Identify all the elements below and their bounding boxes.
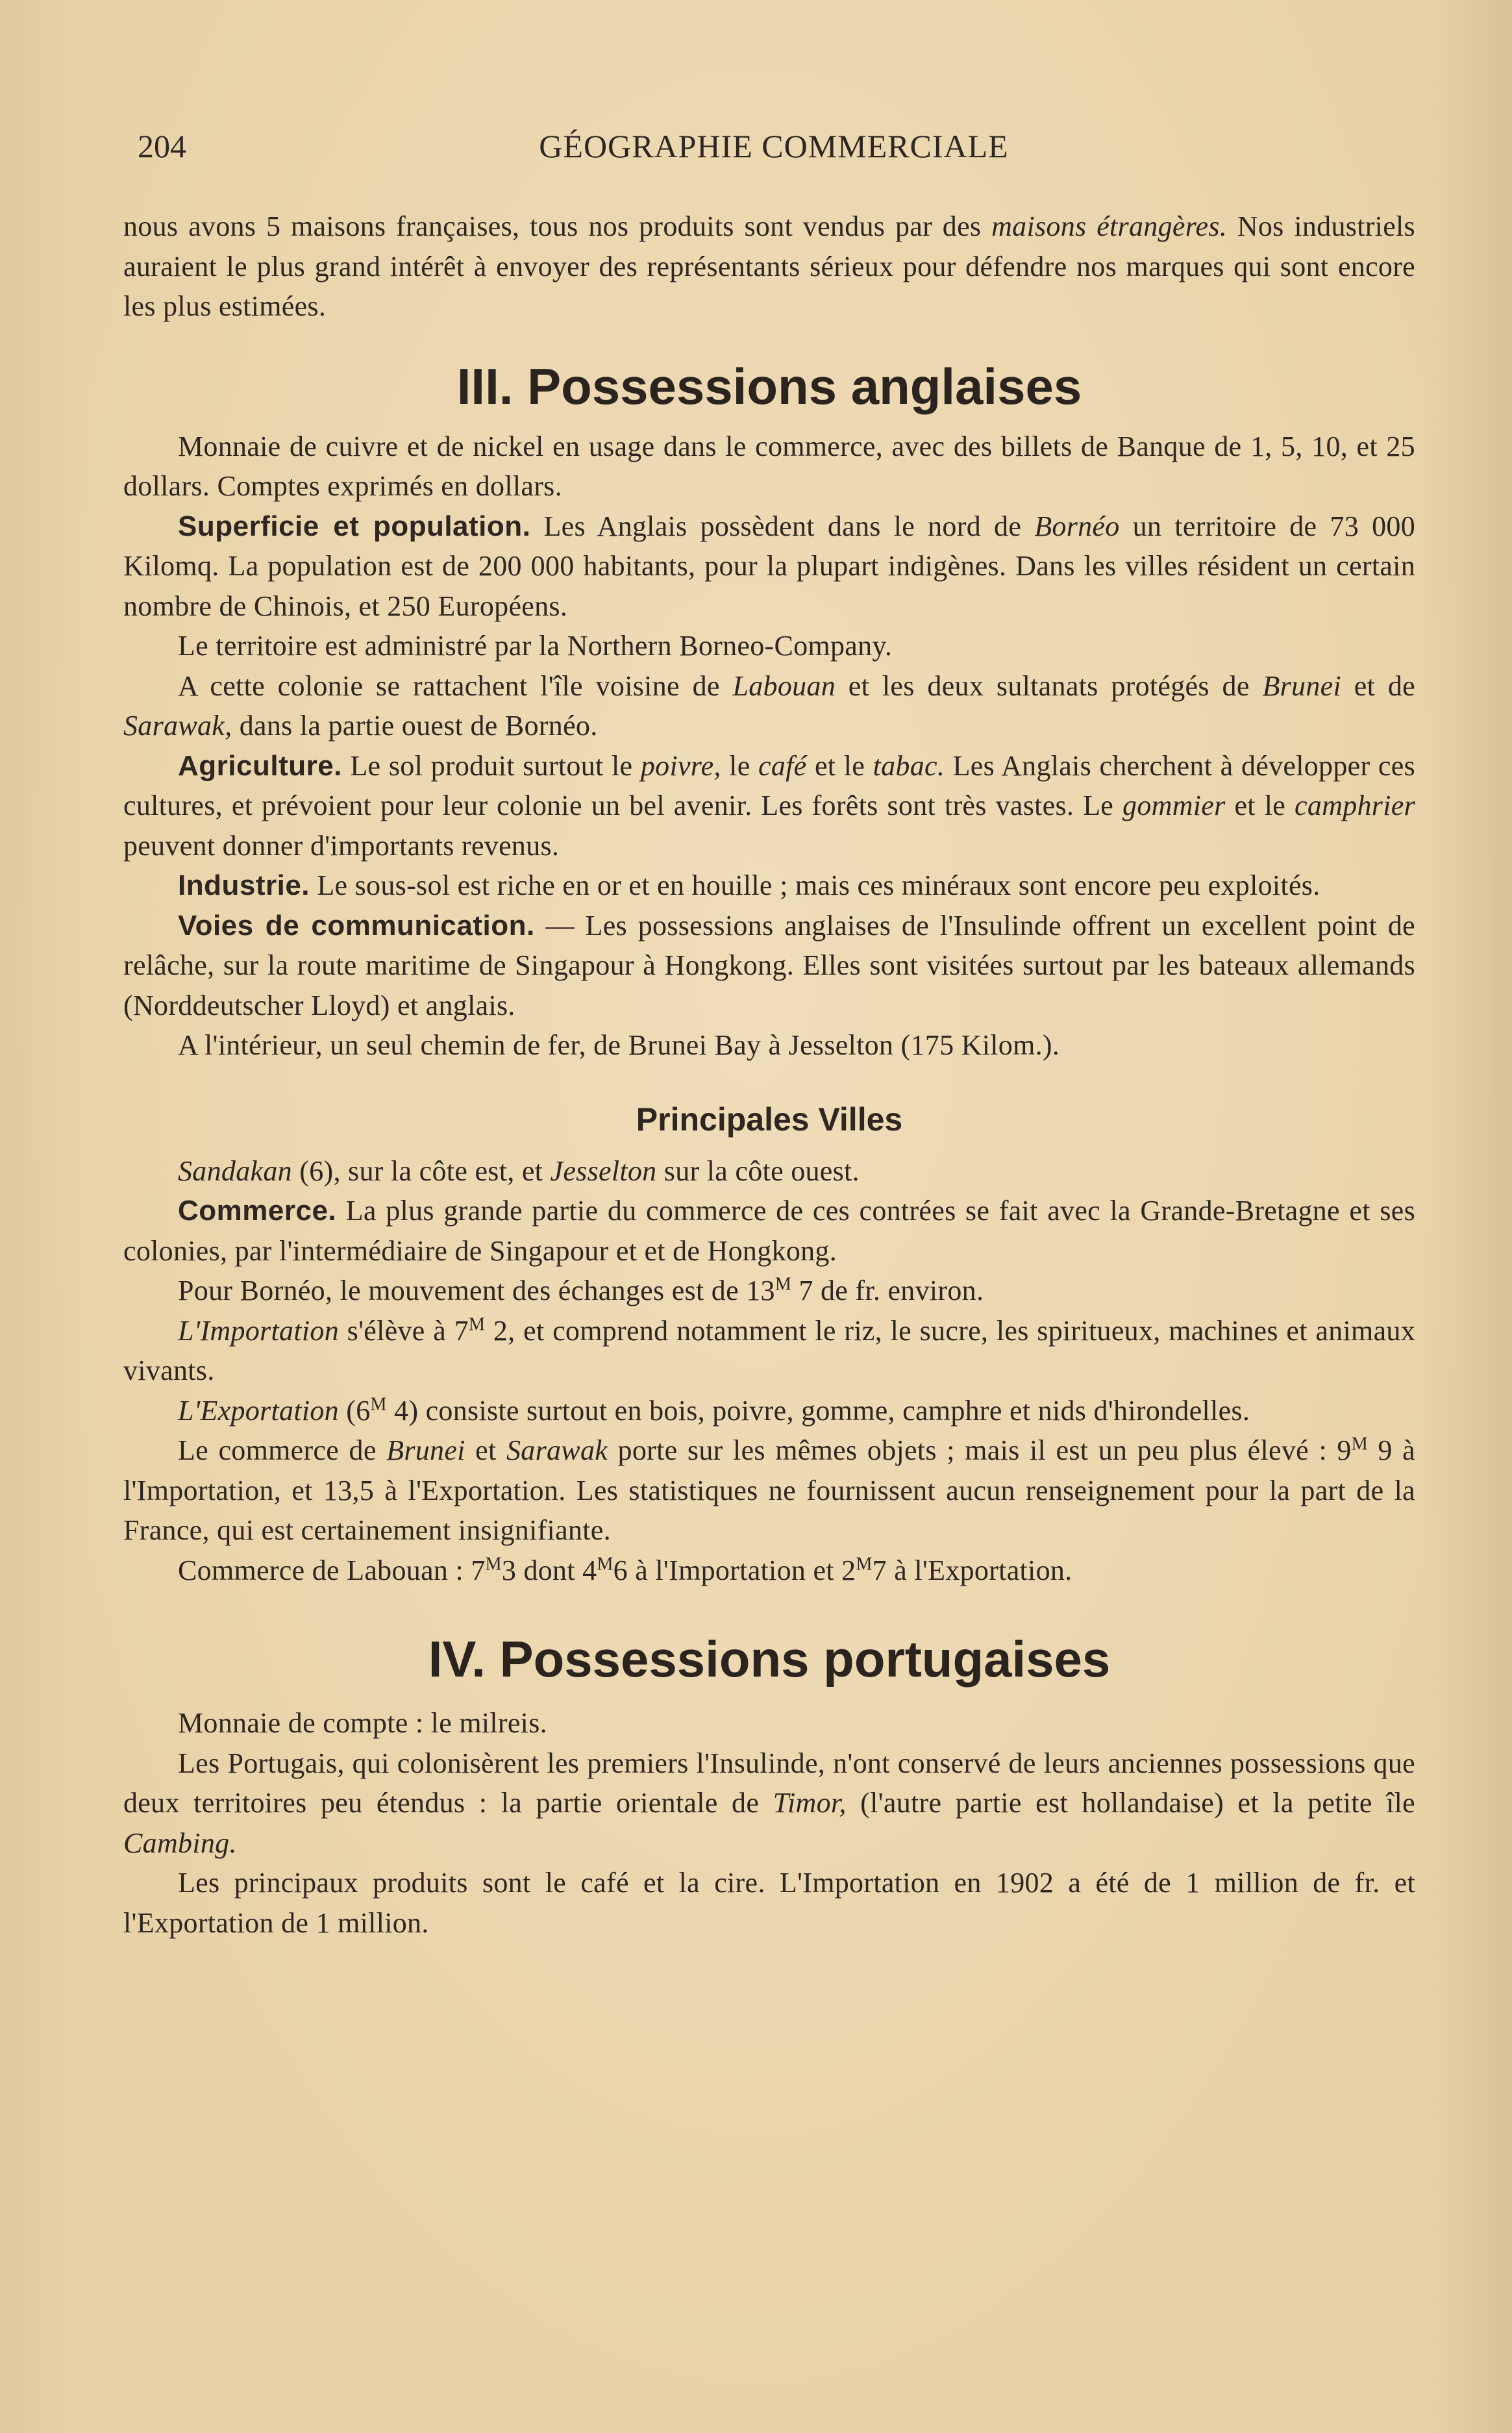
paragraph-labouan bbox=[123, 1551, 1415, 1591]
paragraph-villes bbox=[123, 1151, 1415, 1192]
text: (l'autre partie est hollandaise) et la petite île bbox=[846, 1787, 1415, 1819]
italic-text: Brunei bbox=[386, 1434, 465, 1466]
text: dans la partie ouest de Bornéo. bbox=[232, 710, 598, 742]
text: nous avons 5 maisons françaises, tous nos produits sont vendus par des bbox=[123, 210, 992, 242]
page-number: 204 bbox=[138, 128, 186, 164]
italic-text: poivre, bbox=[640, 749, 721, 782]
paragraph-exportation bbox=[123, 1391, 1415, 1431]
paragraph-produits: Les principaux produits sont le café et la cire. L'Importation en 1902 a été de 1 million de fr. et l'Exportation de 1 million. bbox=[123, 1867, 1415, 1939]
keyword-industrie: Industrie. bbox=[178, 869, 310, 901]
text: 7 de fr. environ. bbox=[791, 1275, 984, 1306]
section-title-possessions-anglaises: III. Possessions anglaises bbox=[456, 357, 1082, 415]
paragraph-brunei-sarawak bbox=[123, 1430, 1415, 1551]
paragraph-portugais bbox=[123, 1743, 1415, 1864]
paragraph-voies bbox=[123, 906, 1415, 1026]
text: le bbox=[721, 749, 758, 782]
italic-text: Sandakan bbox=[178, 1154, 292, 1187]
paragraph-colonie bbox=[123, 666, 1415, 746]
keyword-agriculture: Agriculture. bbox=[178, 749, 342, 782]
italic-text: Brunei bbox=[1262, 669, 1341, 702]
text: Nos industriels auraient le plus grand intérêt à envoyer des représentants sérieux pour défendre nos marques qui sont encore les plus estimées. bbox=[123, 210, 1415, 322]
italic-text: Timor, bbox=[773, 1787, 847, 1819]
text: 4) consiste surtout en bois, poivre, gomme, camphre et nids d'hirondelles. bbox=[386, 1394, 1250, 1427]
text: sur la côte ouest. bbox=[656, 1154, 860, 1187]
text: s'élève à 7 bbox=[339, 1314, 469, 1347]
paragraph-industrie bbox=[123, 866, 1415, 906]
italic-text: Sarawak, bbox=[123, 710, 232, 742]
text: peuvent donner d'importants revenus. bbox=[123, 829, 560, 862]
keyword-superficie: Superficie et population. bbox=[178, 510, 531, 542]
text: Les Anglais cherchent à développer ces cultures, et prévoient pour leur colonie un bel avenir. Les forêts sont très vastes. Le bbox=[123, 749, 1415, 821]
text: 6 à l'Importation et 2 bbox=[613, 1554, 856, 1586]
italic-text: tabac. bbox=[873, 749, 945, 782]
text: (6), sur la côte est, et bbox=[291, 1154, 551, 1187]
italic-text: Jesselton bbox=[550, 1154, 657, 1187]
italic-text: L'Exportation bbox=[178, 1394, 339, 1427]
text: La plus grande partie du commerce de ces contrées se fait avec la Grande-Bretagne et ses colonies, par l'intermédiaire de Singapour et et de Hongkong. bbox=[123, 1195, 1415, 1267]
paragraph-importation bbox=[123, 1311, 1415, 1391]
text: Pour Bornéo, le mouvement des échanges est de 13 bbox=[178, 1275, 775, 1306]
keyword-commerce: Commerce. bbox=[178, 1195, 337, 1227]
superscript: M bbox=[370, 1393, 387, 1414]
superscript: M bbox=[1351, 1434, 1368, 1454]
paragraph-borneo bbox=[123, 1271, 1415, 1311]
italic-text: Cambing. bbox=[123, 1827, 237, 1859]
running-title: GÉOGRAPHIE COMMERCIALE bbox=[539, 128, 1009, 164]
intro-paragraph bbox=[123, 206, 1415, 327]
superscript: M bbox=[856, 1553, 873, 1574]
superscript: M bbox=[775, 1274, 792, 1295]
text: A cette colonie se rattachent l'île voisine de bbox=[178, 669, 733, 702]
subsection-title-villes: Principales Villes bbox=[636, 1101, 903, 1138]
text: Le sol produit surtout le bbox=[341, 749, 641, 782]
paragraph-agriculture bbox=[123, 746, 1415, 866]
superscript: M bbox=[485, 1553, 502, 1574]
italic-text: café bbox=[758, 749, 807, 782]
paragraph-administration: Le territoire est administré par la Northern Borneo-Company. bbox=[178, 630, 893, 662]
italic-text: maisons étrangères. bbox=[991, 210, 1228, 242]
text: et le bbox=[806, 749, 873, 782]
text: et le bbox=[1225, 790, 1295, 821]
italic-text: Labouan bbox=[732, 669, 836, 702]
italic-text: gommier bbox=[1122, 790, 1226, 821]
text: Le commerce de bbox=[178, 1434, 387, 1466]
text: 9 à l'Importation, et 13,5 à l'Exportation. Les statistiques ne fournissent aucun renseignement pour la part de la France, qui est certainement insignifiante. bbox=[123, 1434, 1416, 1546]
text: Les Anglais possèdent dans le nord de bbox=[530, 510, 1035, 542]
superscript: M bbox=[597, 1553, 613, 1574]
text: Les Portugais, qui colonisèrent les premiers l'Insulinde, n'ont conservé de leurs anciennes possessions que deux territoires peu étendus : la partie orientale de bbox=[123, 1747, 1415, 1819]
italic-text: L'Importation bbox=[178, 1314, 340, 1347]
text: (6 bbox=[338, 1394, 371, 1427]
text: Commerce de Labouan : 7 bbox=[178, 1554, 486, 1586]
paragraph-superficie bbox=[123, 506, 1415, 627]
text: — Les possessions anglaises de l'Insulinde offrent un excellent point de relâche, sur la route maritime de Singapour à Hongkong. Elles sont visitées surtout par les bateaux allemands (Norddeutscher Lloyd) et anglais. bbox=[123, 909, 1415, 1021]
text: porte sur les mêmes objets ; mais il est un peu plus élevé : 9 bbox=[608, 1434, 1352, 1466]
italic-text: Bornéo bbox=[1034, 510, 1120, 542]
text: et bbox=[465, 1434, 506, 1466]
text: et les deux sultanats protégés de bbox=[836, 669, 1263, 702]
text: Le sous-sol est riche en or et en houille ; mais ces minéraux sont encore peu exploités. bbox=[310, 869, 1320, 901]
paragraph-monnaie-portugaise: Monnaie de compte : le milreis. bbox=[178, 1707, 547, 1739]
text: et de bbox=[1341, 669, 1415, 702]
keyword-voies: Voies de communication. bbox=[178, 909, 535, 942]
text: 7 à l'Exportation. bbox=[872, 1554, 1072, 1586]
text: un territoire de 73 000 Kilomq. La population est de 200 000 habitants, pour la plupart indigènes. Dans les villes résident un certain nombre de Chinois, et 250 Européens. bbox=[123, 510, 1415, 622]
text: 3 dont 4 bbox=[501, 1554, 597, 1586]
paragraph-commerce bbox=[123, 1191, 1415, 1271]
text: 2, et comprend notamment le riz, le sucre, les spiritueux, machines et animaux vivants. bbox=[123, 1314, 1415, 1386]
body-text bbox=[123, 206, 1415, 1943]
paragraph-chemin-de-fer: A l'intérieur, un seul chemin de fer, de Brunei Bay à Jesselton (175 Kilom.). bbox=[178, 1029, 1060, 1061]
paragraph-monnaie: Monnaie de cuivre et de nickel en usage dans le commerce, avec des billets de Banque de 1, 5, 10, et 25 dollars. Comptes exprimés en dollars. bbox=[123, 430, 1415, 502]
section-title-possessions-portugaises: IV. Possessions portugaises bbox=[428, 1630, 1111, 1688]
italic-text: camphrier bbox=[1295, 790, 1416, 821]
italic-text: Sarawak bbox=[506, 1434, 608, 1466]
superscript: M bbox=[469, 1314, 486, 1334]
running-header bbox=[138, 127, 1410, 173]
